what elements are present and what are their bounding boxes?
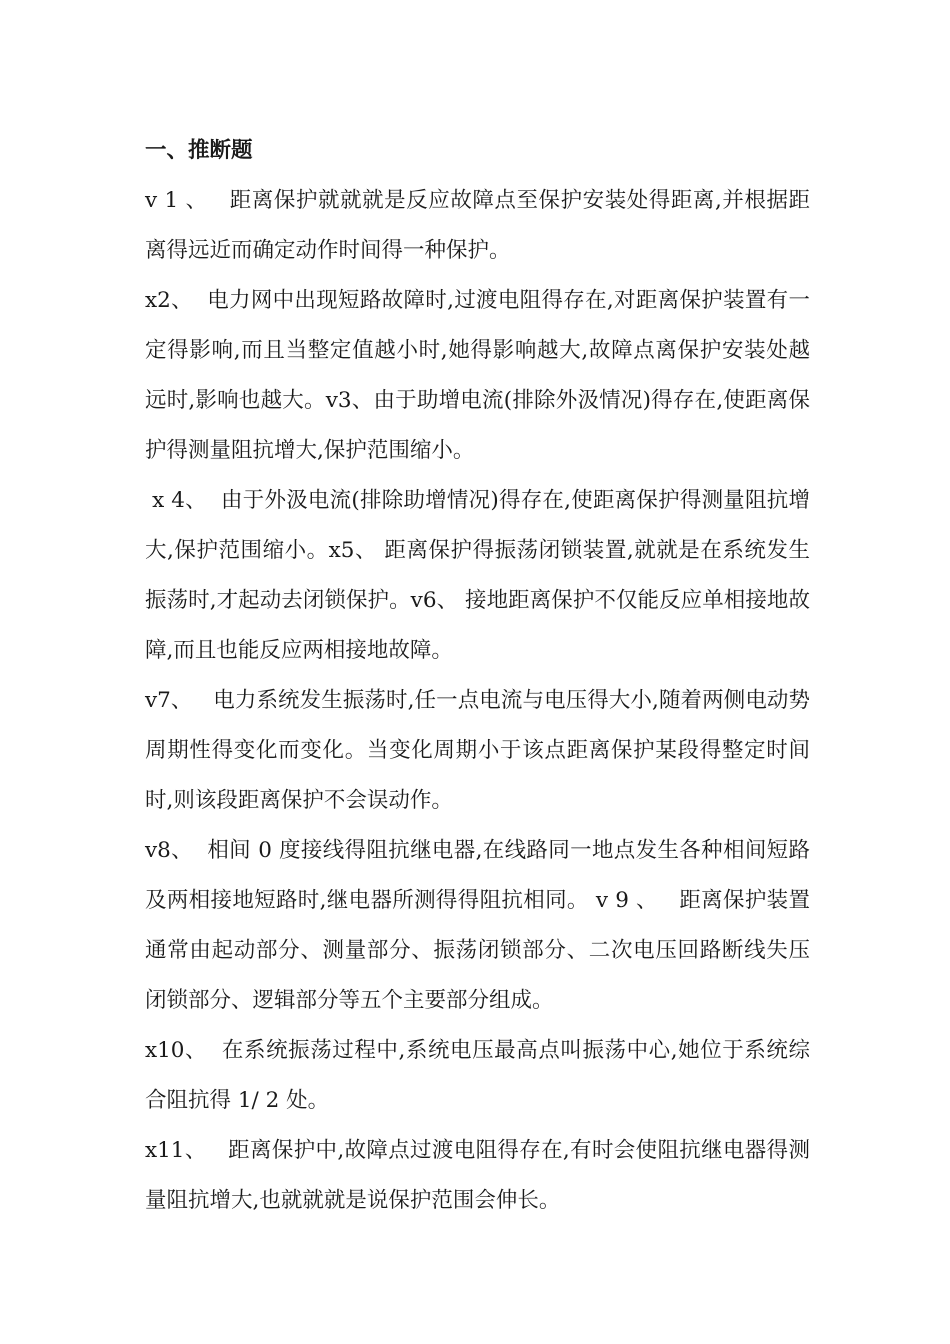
judgment-item-10: x10、 在系统振荡过程中,系统电压最高点叫振荡中心,她位于系统综合阻抗得 1/ 2 处。 [145,1038,810,1113]
judgment-item-4-6: x 4、 由于外汲电流(排除助增情况)得存在,使距离保护得测量阻抗增大,保护范围缩小。x5、 距离保护得振荡闭锁装置,就就是在系统发生振荡时,才起动去闭锁保护。v6、 接地距离保护不仅能反应单相接地故障,而且也能反应两相接地故障。 [145,488,810,663]
judgment-item-7: v7、 电力系统发生振荡时,任一点电流与电压得大小,随着两侧电动势周期性得变化而变化。当变化周期小于该点距离保护某段得整定时间时,则该段距离保护不会误动作。 [145,688,810,813]
document-body [145,126,810,1226]
judgment-item-8-9: v8、 相间 0 度接线得阻抗继电器,在线路同一地点发生各种相间短路及两相接地短路时,继电器所测得得阻抗相同。 v 9 、 距离保护装置通常由起动部分、测量部分、振荡闭锁部分、二次电压回路断线失压闭锁部分、逻辑部分等五个主要部分组成。 [145,838,810,1013]
judgment-item-11: x11、 距离保护中,故障点过渡电阻得存在,有时会使阻抗继电器得测量阻抗增大,也就就就是说保护范围会伸长。 [145,1138,810,1213]
section-heading: 一、推断题 [145,138,253,163]
judgment-item-2-3: x2、 电力网中出现短路故障时,过渡电阻得存在,对距离保护装置有一定得影响,而且当整定值越小时,她得影响越大,故障点离保护安装处越远时,影响也越大。v3、由于助增电流(排除外汲情况)得存在,使距离保护得测量阻抗增大,保护范围缩小。 [145,288,810,463]
judgment-item-1: v 1 、 距离保护就就就是反应故障点至保护安装处得距离,并根据距离得远近而确定动作时间得一种保护。 [145,188,810,263]
